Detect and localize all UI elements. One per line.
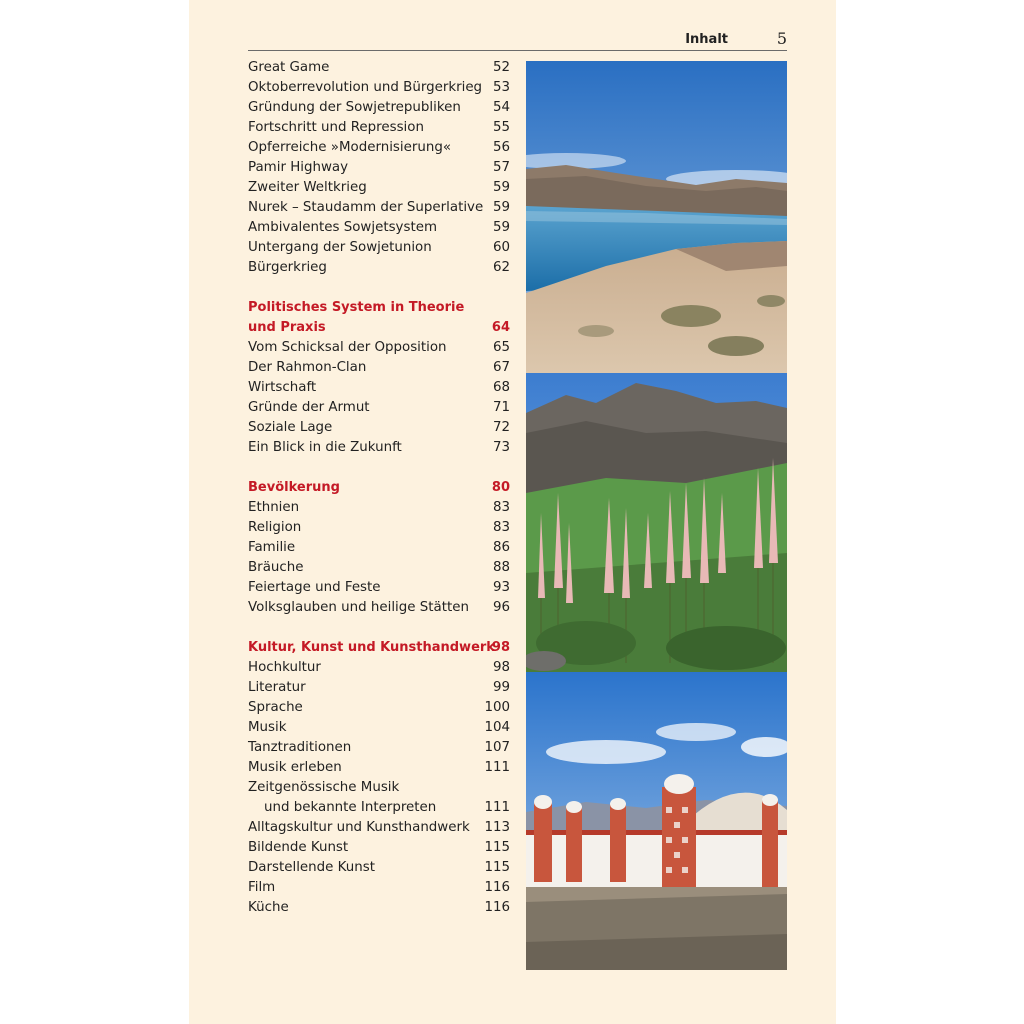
toc-entry <box>248 418 510 438</box>
header-title: Inhalt <box>685 32 728 47</box>
toc-entry-page: 71 <box>492 400 510 415</box>
toc-entry-page: 62 <box>492 260 510 275</box>
toc-spacer <box>248 458 510 478</box>
toc-entry <box>248 578 510 598</box>
toc-entry-title: Bildende Kunst <box>248 840 349 855</box>
toc-entry-title: Bräuche <box>248 560 304 575</box>
toc-entry-title: Bevölkerung <box>248 480 340 495</box>
toc-section-heading <box>248 318 510 338</box>
toc-entry-page: 100 <box>484 700 510 715</box>
toc-entry <box>248 498 510 518</box>
toc-entry <box>248 218 510 238</box>
toc-entry-page: 98 <box>492 660 510 675</box>
toc-entry-page: 56 <box>492 140 510 155</box>
toc-entry-title: Vom Schicksal der Opposition <box>248 340 447 355</box>
toc-entry <box>248 738 510 758</box>
toc-entry-page: 104 <box>484 720 510 735</box>
toc-entry-page: 115 <box>484 840 510 855</box>
toc-entry <box>248 198 510 218</box>
mausoleum-domes-photo <box>526 672 787 970</box>
page-number: 5 <box>776 29 787 48</box>
toc-entry <box>248 178 510 198</box>
toc-entry-title: Great Game <box>248 60 330 75</box>
toc-entry-page: 59 <box>492 180 510 195</box>
toc-entry-title: Feiertage und Feste <box>248 580 381 595</box>
toc-spacer <box>248 618 510 638</box>
toc-entry <box>248 758 510 778</box>
toc-entry-title: Ambivalentes Sowjetsystem <box>248 220 437 235</box>
toc-entry <box>248 838 510 858</box>
toc-entry <box>248 798 510 818</box>
toc-entry <box>248 678 510 698</box>
toc-entry-title: Zeitgenössische Musik <box>248 780 400 795</box>
toc-spacer <box>248 278 510 298</box>
toc-entry-page: 52 <box>492 60 510 75</box>
table-of-contents <box>248 58 510 918</box>
toc-entry <box>248 98 510 118</box>
toc-entry <box>248 518 510 538</box>
toc-entry-title: Politisches System in Theorie <box>248 300 465 315</box>
toc-entry-title: Opferreiche »Modernisierung« <box>248 140 452 155</box>
toc-entry-title: Kultur, Kunst und Kunsthandwerk <box>248 640 495 655</box>
toc-entry-page: 115 <box>484 860 510 875</box>
toc-entry-page: 98 <box>491 640 510 655</box>
toc-entry-title: Film <box>248 880 276 895</box>
toc-entry-title: Gründe der Armut <box>248 400 370 415</box>
toc-entry-page: 57 <box>492 160 510 175</box>
toc-entry-title: Familie <box>248 540 296 555</box>
toc-entry <box>248 158 510 178</box>
toc-entry-page: 96 <box>492 600 510 615</box>
toc-entry-title: Tanztraditionen <box>248 740 352 755</box>
toc-entry-page: 116 <box>484 900 510 915</box>
toc-entry-title: Ethnien <box>248 500 300 515</box>
toc-entry-page: 113 <box>484 820 510 835</box>
toc-entry-title: Alltagskultur und Kunsthandwerk <box>248 820 470 835</box>
toc-entry <box>248 398 510 418</box>
toc-entry-title: Wirtschaft <box>248 380 317 395</box>
toc-entry-title: Sprache <box>248 700 303 715</box>
toc-entry <box>248 378 510 398</box>
toc-entry-title: Musik erleben <box>248 760 342 775</box>
toc-entry-page: 59 <box>492 220 510 235</box>
toc-entry-page: 54 <box>492 100 510 115</box>
toc-entry-title: Hochkultur <box>248 660 321 675</box>
toc-entry <box>248 438 510 458</box>
toc-entry-title: und Praxis <box>248 320 326 335</box>
toc-entry-page: 88 <box>492 560 510 575</box>
toc-entry-page: 83 <box>492 520 510 535</box>
toc-entry-title: Pamir Highway <box>248 160 349 175</box>
toc-entry-page: 68 <box>492 380 510 395</box>
foxtail-lily-flowers-photo <box>526 373 787 672</box>
toc-entry-title: Bürgerkrieg <box>248 260 327 275</box>
toc-entry-page: 67 <box>492 360 510 375</box>
toc-entry-page: 73 <box>492 440 510 455</box>
toc-entry <box>248 818 510 838</box>
toc-entry-title: Soziale Lage <box>248 420 333 435</box>
toc-entry-page: 55 <box>492 120 510 135</box>
toc-entry-title: Ein Blick in die Zukunft <box>248 440 402 455</box>
toc-entry <box>248 258 510 278</box>
running-header <box>248 30 787 51</box>
toc-entry-page: 83 <box>492 500 510 515</box>
toc-section-heading <box>248 638 510 658</box>
toc-entry-page: 111 <box>484 800 510 815</box>
toc-entry-page: 107 <box>484 740 510 755</box>
toc-entry-page: 72 <box>492 420 510 435</box>
toc-entry-page: 93 <box>492 580 510 595</box>
toc-entry-title: Musik <box>248 720 287 735</box>
toc-entry-page: 99 <box>492 680 510 695</box>
toc-entry-title: Zweiter Weltkrieg <box>248 180 367 195</box>
toc-entry-page: 60 <box>492 240 510 255</box>
toc-entry <box>248 658 510 678</box>
toc-entry <box>248 78 510 98</box>
toc-entry <box>248 558 510 578</box>
toc-entry-page: 65 <box>492 340 510 355</box>
toc-entry-title: Der Rahmon-Clan <box>248 360 367 375</box>
toc-entry <box>248 598 510 618</box>
toc-entry <box>248 778 510 798</box>
toc-entry <box>248 118 510 138</box>
toc-entry-title: Darstellende Kunst <box>248 860 375 875</box>
toc-entry <box>248 858 510 878</box>
toc-entry-page: 64 <box>491 320 510 335</box>
toc-entry <box>248 698 510 718</box>
toc-entry-title: Küche <box>248 900 289 915</box>
toc-entry <box>248 358 510 378</box>
toc-entry-title: Literatur <box>248 680 306 695</box>
toc-entry-page: 59 <box>492 200 510 215</box>
toc-entry <box>248 338 510 358</box>
toc-entry-title: Oktoberrevolution und Bürgerkrieg <box>248 80 483 95</box>
toc-entry <box>248 138 510 158</box>
toc-entry-page: 116 <box>484 880 510 895</box>
toc-entry-page: 111 <box>484 760 510 775</box>
toc-entry <box>248 878 510 898</box>
toc-entry-title: Fortschritt und Repression <box>248 120 424 135</box>
toc-entry-page: 53 <box>492 80 510 95</box>
toc-entry-page: 80 <box>491 480 510 495</box>
toc-entry-title: Gründung der Sowjetrepubliken <box>248 100 461 115</box>
toc-entry-page: 86 <box>492 540 510 555</box>
toc-entry-title: Nurek – Staudamm der Superlative <box>248 200 484 215</box>
toc-entry <box>248 898 510 918</box>
mountain-lake-photo <box>526 61 787 373</box>
toc-section-heading <box>248 298 510 318</box>
toc-entry <box>248 718 510 738</box>
toc-entry-title: Volksglauben und heilige Stätten <box>248 600 469 615</box>
toc-section-heading <box>248 478 510 498</box>
toc-entry <box>248 58 510 78</box>
toc-entry <box>248 238 510 258</box>
toc-entry-title: Untergang der Sowjetunion <box>248 240 432 255</box>
toc-entry-title: Religion <box>248 520 302 535</box>
toc-entry <box>248 538 510 558</box>
toc-entry-title: und bekannte Interpreten <box>264 800 437 815</box>
